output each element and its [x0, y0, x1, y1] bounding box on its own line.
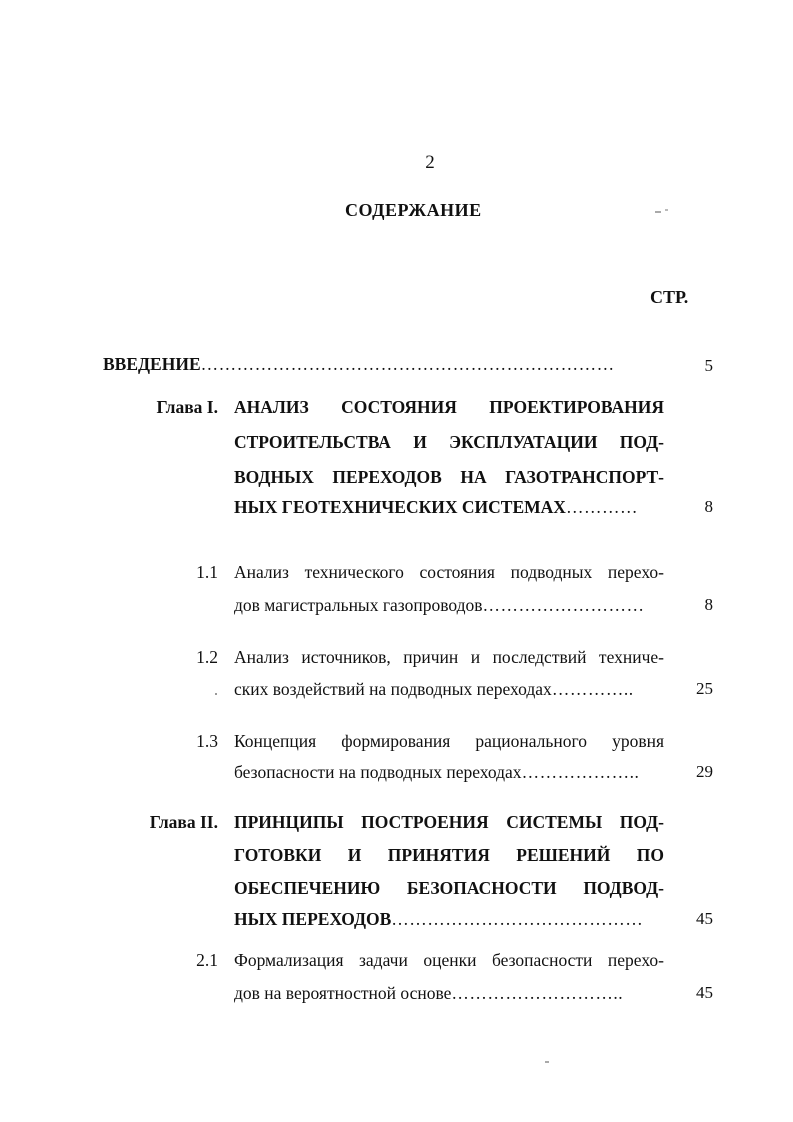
toc-entry-text: дов на вероятностной основе	[234, 983, 452, 1003]
section-label: 1.3	[196, 731, 218, 751]
section-label: 2.1	[196, 950, 218, 970]
toc-entry-text: ских воздействий на подводных переходах	[234, 679, 552, 699]
chapter-title-line[interactable]	[234, 909, 643, 930]
toc-entry-text: безопасности на подводных переходах	[234, 762, 522, 782]
toc-leader-dots: …………..	[551, 679, 634, 699]
scan-speck	[545, 1061, 549, 1063]
toc-leader-dots: ………………..	[521, 762, 640, 782]
section-title-line[interactable]: Анализ технического состояния подводных перехо-	[234, 562, 664, 582]
toc-page-number: 5	[704, 356, 713, 375]
chapter-label: Глава I.	[156, 397, 218, 417]
toc-leader-dots: …………	[565, 497, 638, 517]
section-title-line[interactable]	[234, 983, 623, 1004]
section-label: 1.1	[196, 562, 218, 582]
toc-entry-text: НЫХ ПЕРЕХОДОВ	[234, 909, 392, 929]
toc-page-number: 45	[696, 983, 713, 1002]
chapter-title-line[interactable]: СТРОИТЕЛЬСТВА И ЭКСПЛУАТАЦИИ ПОД-	[234, 432, 664, 452]
chapter-label: Глава II.	[149, 812, 218, 832]
toc-title: СОДЕРЖАНИЕ	[345, 200, 482, 220]
section-title-line[interactable]: Анализ источников, причин и последствий техниче-	[234, 647, 664, 667]
section-title-line[interactable]	[234, 595, 645, 616]
toc-leader-dots: ………………………..	[451, 983, 624, 1003]
chapter-title-line[interactable]: ВОДНЫХ ПЕРЕХОДОВ НА ГАЗОТРАНСПОРТ-	[234, 467, 664, 487]
toc-page-number: 29	[696, 762, 713, 781]
section-title-line[interactable]: Концепция формирования рационального уровня	[234, 731, 664, 751]
chapter-title-line[interactable]	[234, 497, 638, 518]
toc-entry-text: НЫХ ГЕОТЕХНИЧЕСКИХ СИСТЕМАХ	[234, 497, 566, 517]
section-label: 1.2	[196, 647, 218, 667]
section-title-line[interactable]	[234, 679, 634, 700]
toc-page-number: 8	[704, 497, 713, 516]
toc-page-number: 45	[696, 909, 713, 928]
toc-entry-intro[interactable]	[103, 354, 615, 375]
section-title-line[interactable]: Формализация задачи оценки безопасности перехо-	[234, 950, 664, 970]
chapter-title-line[interactable]: ПРИНЦИПЫ ПОСТРОЕНИЯ СИСТЕМЫ ПОД-	[234, 812, 664, 832]
page-number: 2	[425, 152, 435, 173]
toc-entry-text: дов магистральных газопроводов	[234, 595, 483, 615]
scan-speck	[665, 209, 668, 211]
toc-leader-dots: ……………………………………	[391, 909, 644, 929]
scan-speck	[655, 211, 661, 213]
toc-page-number: 8	[704, 595, 713, 614]
toc-entry-text: ВВЕДЕНИЕ	[103, 354, 201, 374]
section-title-line[interactable]	[234, 762, 639, 783]
chapter-title-line[interactable]: ОБЕСПЕЧЕНИЮ БЕЗОПАСНОСТИ ПОДВОД-	[234, 878, 664, 898]
scan-speck	[215, 693, 217, 695]
chapter-title-line[interactable]: ГОТОВКИ И ПРИНЯТИЯ РЕШЕНИЙ ПО	[234, 845, 664, 865]
page-column-label: СТР.	[650, 287, 689, 307]
toc-leader-dots: ……………………………………………………………	[200, 354, 615, 374]
toc-page-number: 25	[696, 679, 713, 698]
chapter-title-line[interactable]: АНАЛИЗ СОСТОЯНИЯ ПРОЕКТИРОВАНИЯ	[234, 397, 664, 417]
toc-leader-dots: ………………………	[482, 595, 645, 615]
